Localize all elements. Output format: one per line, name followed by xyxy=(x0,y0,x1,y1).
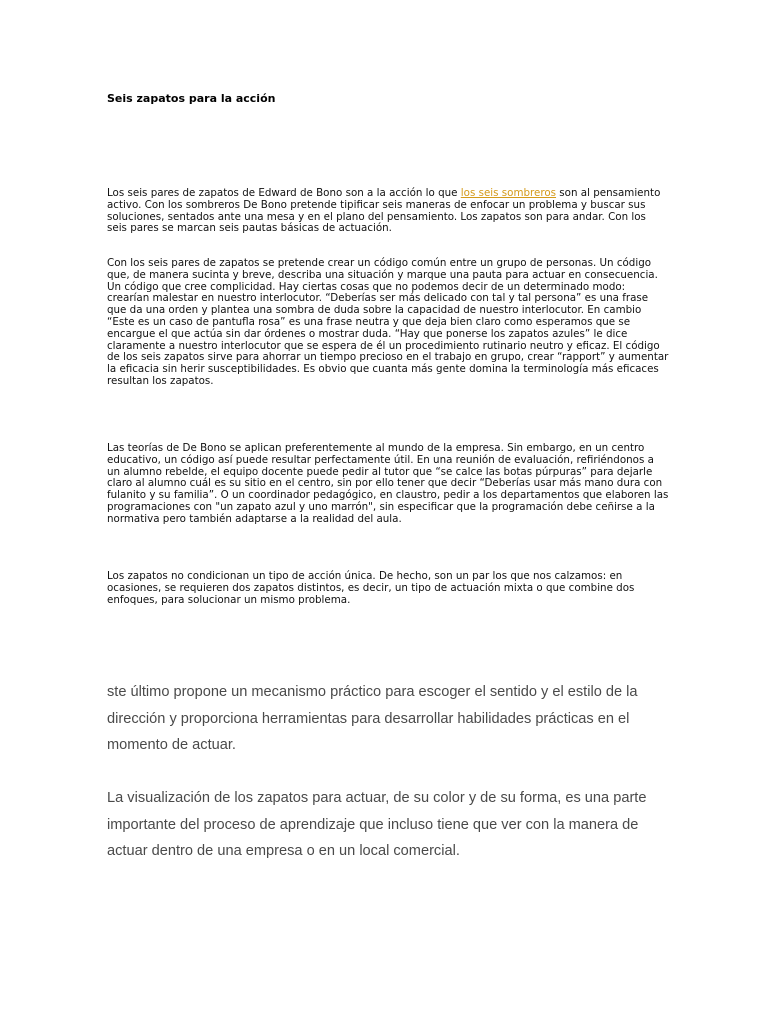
paragraph-intro-text-before-link: Los seis pares de zapatos de Edward de Bono son a la acción lo que xyxy=(107,187,461,199)
paragraph-intro-text-after-link: son al pensamiento activo. Con los sombreros De Bono pretende tipificar seis maneras de enfocar un problema y buscar sus soluciones, sentados ante una mesa y en el plano del pensamiento. Los zapatos son para andar. Con los seis pares se marcan seis pautas básicas de actuación. xyxy=(107,187,661,235)
document-title: Seis zapatos para la acción xyxy=(107,92,276,105)
seis-sombreros-link[interactable]: los seis sombreros xyxy=(460,187,557,199)
paragraph-codigo: Con los seis pares de zapatos se pretende crear un código común entre un grupo de personas. Un código que, de manera sucinta y breve, describa una situación y marque una pauta para actuar en consecuencia. Un código que cree complicidad. Hay ciertas cosas que no podemos decir de un determinado modo: crearían malestar en nuestro interlocutor. “Deberías ser más delicado con tal y tal persona” es una frase que da una orden y plantea una sombra de duda sobre la capacidad de nuestro interlocutor. En cambio “Este es un caso de pantufla rosa” es una frase neutra y que deja bien claro como esperamos que se encargue el que actúa sin dar órdenes o mostrar duda. “Hay que ponerse los zapatos azules” le dice claramente a nuestro interlocutor que se espera de él un procedimiento rutinario neutro y eficaz. El código de los seis zapatos sirve para ahorrar un tiempo precioso en el trabajo en grupo, crear “rapport” y aumentar la eficacia sin herir susceptibilidades. Es obvio que cuanta más gente domina la terminología más eficaces resultan los zapatos. xyxy=(107,257,669,387)
paragraph-condicionan: Los zapatos no condicionan un tipo de acción única. De hecho, son un par los que nos calzamos: en ocasiones, se requieren dos zapatos distintos, es decir, un tipo de actuación mixta o que combine dos enfoques, para solucionar un mismo problema. xyxy=(107,570,635,606)
paragraph-mecanismo: ste último propone un mecanismo práctico para escoger el sentido y el estilo de la dirección y proporciona herramientas para desarrollar habilidades prácticas en el momento de actuar. xyxy=(107,684,638,753)
paragraph-visualizacion: La visualización de los zapatos para actuar, de su color y de su forma, es una parte importante del proceso de aprendizaje que incluso tiene que ver con la manera de actuar dentro de una empresa o en un local comercial. xyxy=(107,790,647,859)
paragraph-intro xyxy=(107,188,669,235)
paragraph-teorias: Las teorías de De Bono se aplican preferentemente al mundo de la empresa. Sin embargo, en un centro educativo, un código así puede resultar perfectamente útil. En una reunión de evaluación, refiriéndonos a un alumno rebelde, el equipo docente puede pedir al tutor que “se calce las botas púrpuras” para dejarle claro al alumno cuál es su sitio en el centro, sin por ello tener que decir “Deberías usar más mano dura con fulanito y su familia”. O un coordinador pedagógico, en claustro, pedir a los departamentos que elaboren las programaciones con "un zapato azul y uno marrón", sin especificar que la programación debe ceñirse a la normativa pero también adaptarse a la realidad del aula. xyxy=(107,442,669,525)
